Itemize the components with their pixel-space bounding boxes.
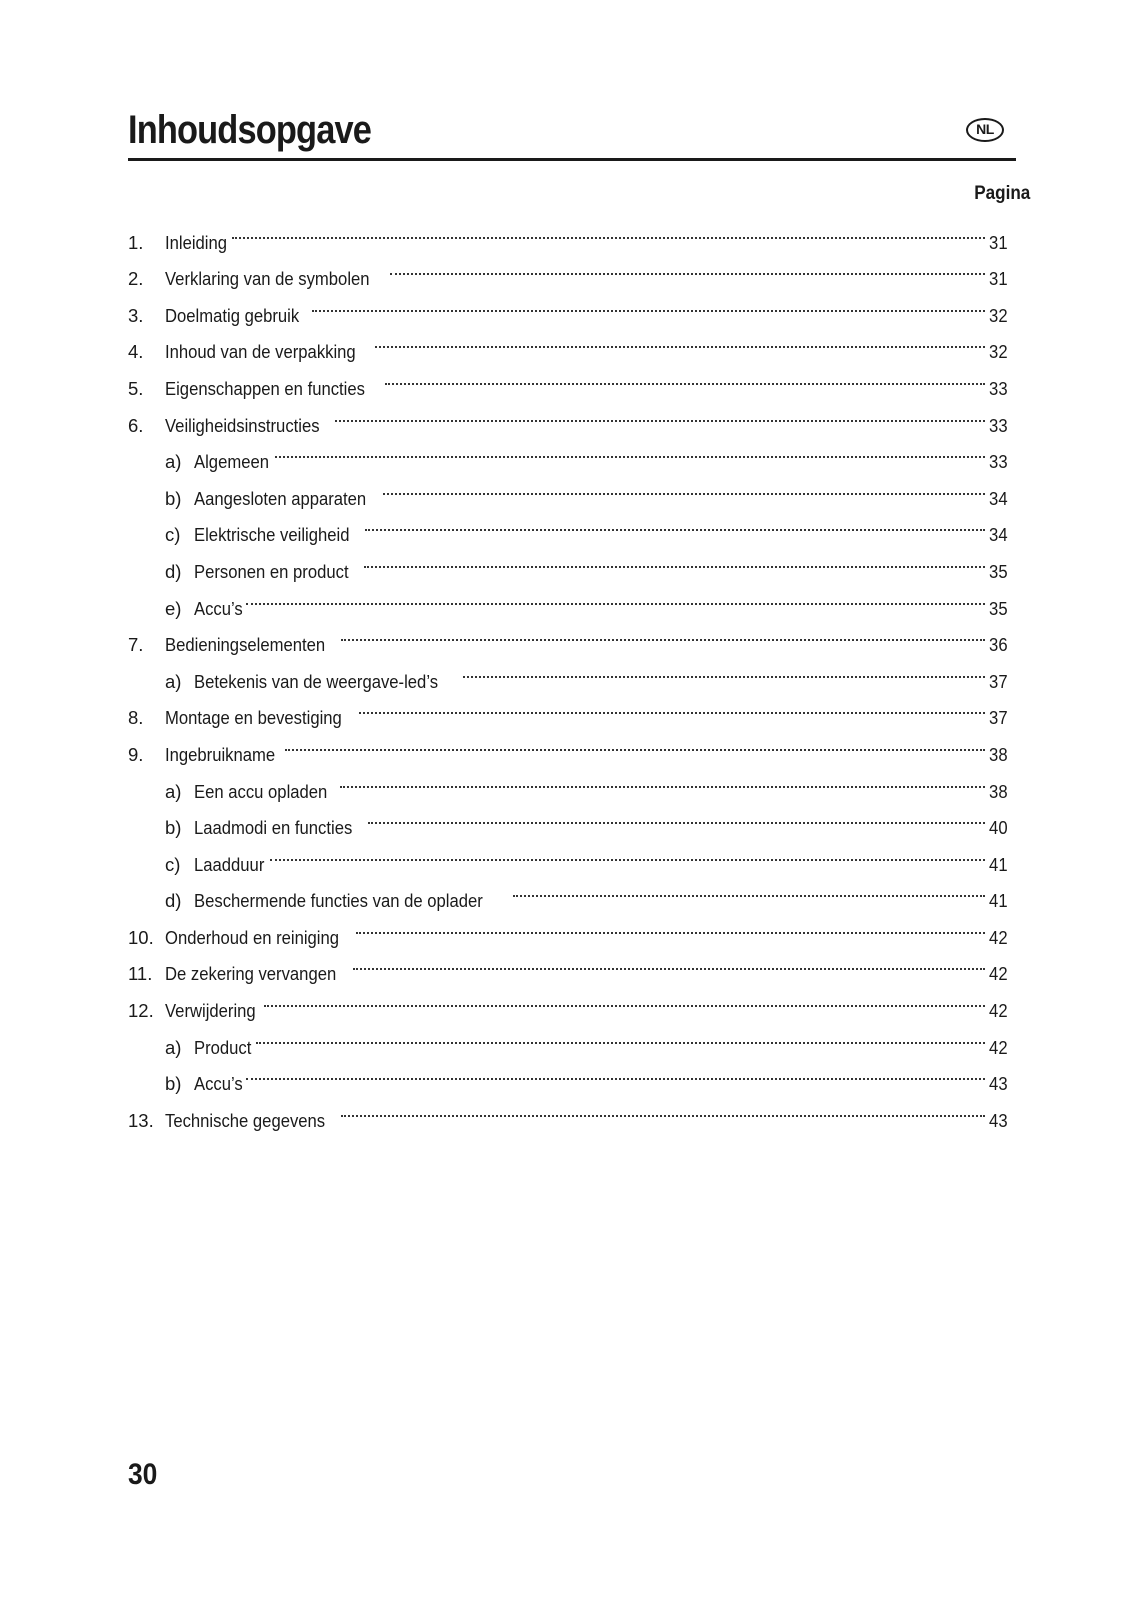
page-number: 30 (128, 1458, 158, 1491)
toc-entry-number: 13. (128, 1109, 154, 1131)
dot-leader (368, 798, 986, 835)
toc-entry-page: 43 (989, 1109, 1008, 1131)
dot-leader (312, 285, 985, 322)
toc-entry-title: Onderhoud en reiniging (165, 926, 340, 948)
toc-entry-page: 37 (989, 707, 1008, 729)
toc-entry-page: 38 (989, 743, 1008, 765)
toc-subentry-letter-cell (128, 1066, 194, 1103)
dot-leader (246, 578, 985, 615)
toc-entry-page: 34 (989, 487, 1008, 509)
toc-entry-number: 6. (128, 414, 144, 436)
toc-subentry-letter-cell (128, 481, 194, 518)
toc-entry-page: 33 (989, 451, 1008, 473)
toc-subentry-letter-cell (128, 591, 194, 628)
toc-subentry-letter: a) (165, 780, 182, 802)
dot-leader (463, 651, 985, 688)
toc-subentry-letter-cell (128, 444, 194, 481)
dot-leader (365, 505, 986, 542)
toc-subentry-letter: a) (165, 670, 182, 692)
toc-entry-number: 10. (128, 926, 154, 948)
dot-leader (340, 761, 985, 798)
toc-subentry-letter-cell (128, 517, 194, 554)
toc-entry-number: 12. (128, 1000, 154, 1022)
toc-entry-title: Inhoud van de verpakking (165, 341, 356, 363)
toc-subentry-letter-cell (128, 847, 194, 884)
toc-entry-title: Laadmodi en functies (194, 817, 353, 839)
table-of-contents (128, 212, 1008, 1131)
toc-entry-page: 41 (989, 890, 1008, 912)
toc-entry-number: 8. (128, 707, 144, 729)
toc-entry (128, 1090, 1008, 1131)
toc-entry-number: 3. (128, 304, 144, 326)
toc-entry-title: Bedieningselementen (165, 634, 326, 656)
toc-entry (128, 212, 1008, 253)
toc-entry-number: 2. (128, 268, 144, 290)
dot-leader (264, 980, 986, 1017)
toc-subentry-letter-cell (128, 810, 194, 847)
toc-subentry-letter: b) (165, 817, 182, 839)
toc-entry-page: 31 (989, 268, 1008, 290)
toc-entry-title: Eigenschappen en functies (165, 377, 365, 399)
toc-entry-page: 34 (989, 524, 1008, 546)
dot-leader (256, 1017, 986, 1054)
dot-leader (341, 615, 985, 652)
toc-entry-title: De zekering vervangen (165, 963, 337, 985)
dot-leader (335, 395, 986, 432)
dot-leader (375, 322, 986, 359)
toc-subentry-letter: a) (165, 451, 182, 473)
toc-entry-page: 42 (989, 926, 1008, 948)
toc-entry-page: 42 (989, 1036, 1008, 1058)
toc-entry-page: 40 (989, 817, 1008, 839)
toc-entry-title: Aangesloten apparaten (194, 487, 367, 509)
toc-entry-page: 32 (989, 304, 1008, 326)
page-header (128, 106, 1016, 161)
toc-subentry-letter: a) (165, 1036, 182, 1058)
toc-entry-title: Ingebruikname (165, 743, 276, 765)
toc-entry-title: Accu’s (194, 597, 243, 619)
toc-subentry (128, 578, 1008, 619)
toc-entry-title: Beschermende functies van de oplader (194, 890, 483, 912)
toc-entry-title: Een accu opladen (194, 780, 328, 802)
toc-subentry-letter-cell (128, 1030, 194, 1067)
toc-subentry (128, 1054, 1008, 1095)
toc-entry-page: 32 (989, 341, 1008, 363)
toc-entry-page: 37 (989, 670, 1008, 692)
dot-leader (359, 688, 985, 725)
toc-entry-title: Verklaring van de symbolen (165, 268, 370, 290)
dot-leader (341, 1090, 985, 1127)
dot-leader (275, 432, 985, 469)
page-title: Inhoudsopgave (128, 108, 372, 152)
toc-entry-page: 35 (989, 597, 1008, 619)
toc-entry-page: 33 (989, 414, 1008, 436)
toc-subentry-letter: c) (165, 524, 181, 546)
toc-entry-number: 7. (128, 634, 144, 656)
dot-leader (513, 871, 986, 908)
toc-entry-title: Personen en product (194, 560, 349, 582)
toc-entry-page: 36 (989, 634, 1008, 656)
dot-leader (285, 724, 985, 761)
toc-entry-page: 35 (989, 560, 1008, 582)
toc-subentry-letter-cell (128, 664, 194, 701)
toc-subentry (128, 1017, 1008, 1058)
toc-entry-number: 5. (128, 377, 144, 399)
dot-leader (383, 468, 985, 505)
toc-entry-number: 4. (128, 341, 144, 363)
language-badge: NL (966, 118, 1004, 142)
toc-entry (128, 615, 1008, 656)
dot-leader (232, 212, 986, 249)
toc-entry-title: Veiligheidsinstructies (165, 414, 320, 436)
dot-leader (390, 249, 985, 286)
toc-entry-title: Betekenis van de weergave-led’s (194, 670, 439, 692)
toc-entry-page: 43 (989, 1073, 1008, 1095)
toc-entry-title: Laadduur (194, 853, 265, 875)
toc-entry-page: 41 (989, 853, 1008, 875)
toc-subentry-letter: d) (165, 890, 182, 912)
toc-subentry-letter-cell (128, 554, 194, 591)
toc-entry-page: 42 (989, 1000, 1008, 1022)
toc-entry-title: Algemeen (194, 451, 269, 473)
dot-leader (364, 541, 986, 578)
toc-entry-number: 1. (128, 231, 144, 253)
dot-leader (270, 834, 985, 871)
toc-entry (128, 249, 1008, 290)
toc-subentry-letter: d) (165, 560, 182, 582)
toc-subentry-letter: b) (165, 1073, 182, 1095)
toc-subentry-letter-cell (128, 883, 194, 920)
page-column-heading: Pagina (973, 183, 1030, 204)
toc-entry-title: Accu’s (194, 1073, 243, 1095)
toc-entry-title: Doelmatig gebruik (165, 304, 300, 326)
toc-entry-title: Verwijdering (165, 1000, 256, 1022)
toc-entry-number: 11. (128, 963, 153, 985)
toc-subentry-letter-cell (128, 774, 194, 811)
toc-subentry-letter: e) (165, 597, 182, 619)
toc-entry-page: 42 (989, 963, 1008, 985)
toc-entry-title: Technische gegevens (165, 1109, 326, 1131)
toc-entry-title: Montage en bevestiging (165, 707, 342, 729)
toc-entry-title: Inleiding (165, 231, 228, 253)
toc-entry-page: 38 (989, 780, 1008, 802)
toc-entry-page: 33 (989, 377, 1008, 399)
toc-entry-title: Elektrische veiligheid (194, 524, 350, 546)
dot-leader (353, 944, 985, 981)
dot-leader (356, 907, 985, 944)
toc-entry-page: 31 (989, 231, 1008, 253)
dot-leader (246, 1054, 985, 1091)
dot-leader (385, 358, 985, 395)
toc-subentry-letter: b) (165, 487, 182, 509)
toc-entry-title: Product (194, 1036, 252, 1058)
toc-subentry-letter: c) (165, 853, 181, 875)
toc-entry-number: 9. (128, 743, 144, 765)
